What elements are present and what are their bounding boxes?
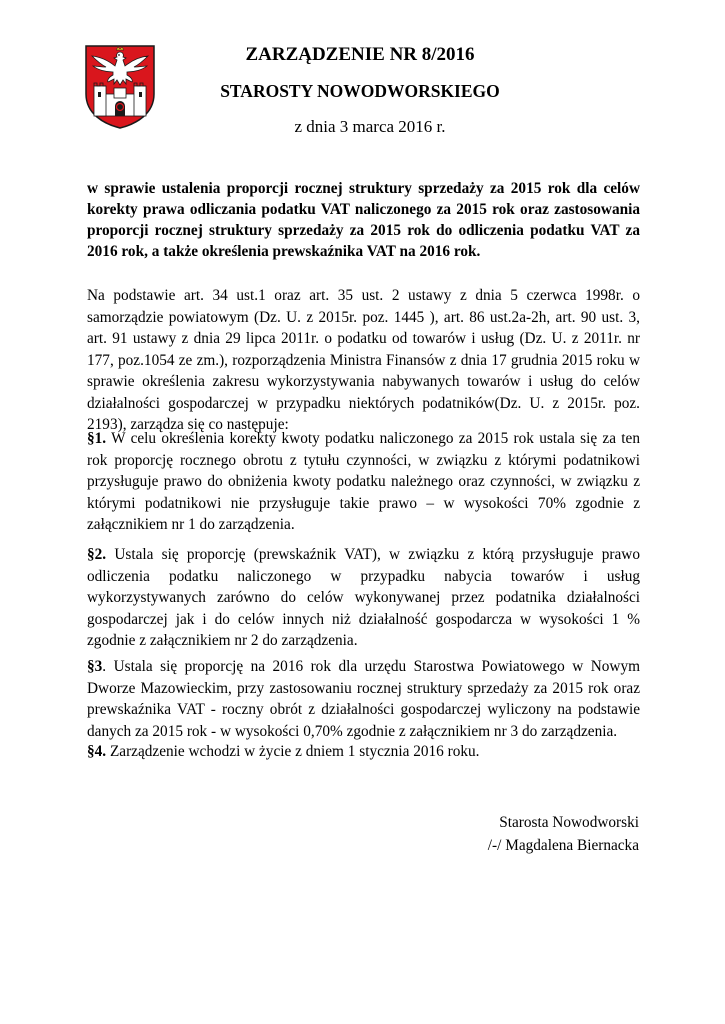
document-date: z dnia 3 marca 2016 r. bbox=[294, 117, 446, 136]
document-issuer: STAROSTY NOWODWORSKIEGO bbox=[220, 81, 500, 101]
paragraph-text: Zarządzenie wchodzi w życie z dniem 1 stycznia 2016 roku. bbox=[109, 743, 480, 760]
paragraph-label: §3 bbox=[87, 658, 103, 675]
signature-name: /-/ Magdalena Biernacka bbox=[487, 837, 639, 854]
paragraph-3 bbox=[87, 656, 640, 742]
paragraph-label: §4. bbox=[87, 743, 107, 760]
document-title: ZARZĄDZENIE NR 8/2016 bbox=[245, 44, 475, 65]
paragraph-1 bbox=[87, 428, 640, 536]
paragraph-text: . Ustala się proporcję na 2016 rok dla urzędu Starostwa Powiatowego w Nowym Dworze Mazowieckim, przy zastosowaniu rocznej struktury sprzedaży za 2015 rok oraz prewskaźnika VAT - roczny obrót z działalności gospodarczej wyliczony na podstawie danych za 2015 rok - w wysokości 0,70% zgodnie z załącznikiem nr 3 do zarządzenia. bbox=[87, 658, 640, 740]
paragraph-text: Ustala się proporcję (prewskaźnik VAT), w związku z którą przysługuje prawo odliczenia podatku naliczonego w przypadku nabycia towarów i usług wykorzystywanych zarówno do celów wykonywanej przez podatnika działalności gospodarczej jak i do celów innych niż działalność gospodarcza w wysokości 1 % zgodnie z załącznikiem nr 2 do zarządzenia. bbox=[87, 546, 640, 649]
document-subject: w sprawie ustalenia proporcji rocznej struktury sprzedaży za 2015 rok dla celów korekty prawa odliczania podatku VAT naliczonego za 2015 rok oraz zastosowania proporcji rocznej struktury sprzedaży za 2015 rok do odliczenia podatku VAT za 2016 rok, a także określenia prewskaźnika VAT na 2016 rok. bbox=[87, 180, 640, 260]
legal-basis: Na podstawie art. 34 ust.1 oraz art. 35 ust. 2 ustawy z dnia 5 czerwca 1998r. o samorządzie powiatowym (Dz. U. z 2015r. poz. 1445 ), art. 86 ust.2a-2h, art. 90 ust. 3, art. 91 ustawy z dnia 29 lipca 2011r. o podatku od towarów i usług (Dz. U. z 2011r. nr 177, poz.1054 ze zm.), rozporządzenia Ministra Finansów z dnia 17 grudnia 2015 roku w sprawie określenia zakresu wykorzystywania nabywanych towarów i usług do celów działalności gospodarczej w przypadku niektórych podatników(Dz. U. z 2015r. poz. 2193), zarządza się co następuje: bbox=[87, 287, 640, 433]
paragraph-label: §2. bbox=[87, 546, 107, 563]
coat-of-arms-icon bbox=[84, 44, 156, 130]
paragraph-text: W celu określenia korekty kwoty podatku naliczonego za 2015 rok ustala się za ten rok proporcję rocznego obrotu z tytułu czynności, w związku z którymi podatnikowi przysługuje prawo do obniżenia kwoty podatku należnego oraz czynności, w związku z którymi podatnikowi nie przysługuje takie prawo – w wysokości 70% zgodnie z załącznikiem nr 1 do zarządzenia. bbox=[87, 430, 640, 533]
signature-title: Starosta Nowodworski bbox=[499, 814, 639, 831]
paragraph-4 bbox=[87, 741, 640, 763]
paragraph-2 bbox=[87, 544, 640, 652]
paragraph-label: §1. bbox=[87, 430, 107, 447]
